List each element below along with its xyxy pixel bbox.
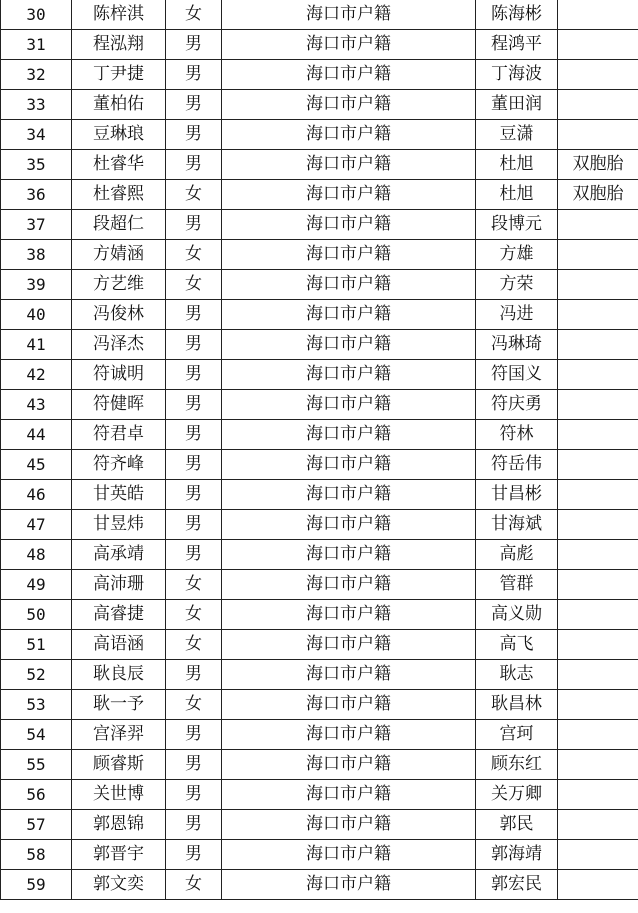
table-row bbox=[1, 660, 638, 690]
table-row bbox=[1, 750, 638, 780]
table-row bbox=[1, 540, 638, 570]
gender-cell: 男 bbox=[166, 60, 222, 90]
table-row bbox=[1, 120, 638, 150]
row-number-cell: 38 bbox=[1, 240, 72, 270]
guardian-name-cell: 杜旭 bbox=[476, 150, 558, 180]
row-number-cell: 52 bbox=[1, 660, 72, 690]
row-number-cell: 59 bbox=[1, 870, 72, 900]
remark-cell bbox=[558, 810, 638, 840]
guardian-name-cell: 耿志 bbox=[476, 660, 558, 690]
remark-cell bbox=[558, 780, 638, 810]
remark-cell bbox=[558, 540, 638, 570]
remark-cell bbox=[558, 750, 638, 780]
row-number-cell: 31 bbox=[1, 30, 72, 60]
student-name-cell: 甘昱炜 bbox=[72, 510, 166, 540]
student-name-cell: 耿良辰 bbox=[72, 660, 166, 690]
table-row bbox=[1, 210, 638, 240]
student-name-cell: 甘英皓 bbox=[72, 480, 166, 510]
household-registration-cell: 海口市户籍 bbox=[222, 420, 476, 450]
student-name-cell: 耿一予 bbox=[72, 690, 166, 720]
table-row bbox=[1, 240, 638, 270]
remark-cell bbox=[558, 570, 638, 600]
student-name-cell: 符健晖 bbox=[72, 390, 166, 420]
remark-cell bbox=[558, 300, 638, 330]
row-number-cell: 44 bbox=[1, 420, 72, 450]
remark-cell bbox=[558, 840, 638, 870]
household-registration-cell: 海口市户籍 bbox=[222, 510, 476, 540]
student-name-cell: 冯泽杰 bbox=[72, 330, 166, 360]
remark-cell: 双胞胎 bbox=[558, 180, 638, 210]
student-name-cell: 顾睿斯 bbox=[72, 750, 166, 780]
table-row bbox=[1, 870, 638, 900]
gender-cell: 男 bbox=[166, 510, 222, 540]
table-row bbox=[1, 270, 638, 300]
household-registration-cell: 海口市户籍 bbox=[222, 330, 476, 360]
row-number-cell: 58 bbox=[1, 840, 72, 870]
student-name-cell: 段超仁 bbox=[72, 210, 166, 240]
row-number-cell: 36 bbox=[1, 180, 72, 210]
row-number-cell: 34 bbox=[1, 120, 72, 150]
student-name-cell: 程泓翔 bbox=[72, 30, 166, 60]
row-number-cell: 39 bbox=[1, 270, 72, 300]
gender-cell: 男 bbox=[166, 780, 222, 810]
guardian-name-cell: 豆潇 bbox=[476, 120, 558, 150]
remark-cell bbox=[558, 450, 638, 480]
gender-cell: 女 bbox=[166, 180, 222, 210]
table-row bbox=[1, 300, 638, 330]
guardian-name-cell: 顾东红 bbox=[476, 750, 558, 780]
household-registration-cell: 海口市户籍 bbox=[222, 30, 476, 60]
table-row bbox=[1, 840, 638, 870]
gender-cell: 男 bbox=[166, 210, 222, 240]
guardian-name-cell: 方雄 bbox=[476, 240, 558, 270]
table-row bbox=[1, 150, 638, 180]
row-number-cell: 42 bbox=[1, 360, 72, 390]
table-row bbox=[1, 810, 638, 840]
household-registration-cell: 海口市户籍 bbox=[222, 450, 476, 480]
guardian-name-cell: 甘昌彬 bbox=[476, 480, 558, 510]
gender-cell: 男 bbox=[166, 660, 222, 690]
student-name-cell: 郭晋宇 bbox=[72, 840, 166, 870]
remark-cell bbox=[558, 480, 638, 510]
gender-cell: 男 bbox=[166, 720, 222, 750]
gender-cell: 男 bbox=[166, 30, 222, 60]
guardian-name-cell: 丁海波 bbox=[476, 60, 558, 90]
household-registration-cell: 海口市户籍 bbox=[222, 570, 476, 600]
table-row bbox=[1, 450, 638, 480]
row-number-cell: 51 bbox=[1, 630, 72, 660]
household-registration-cell: 海口市户籍 bbox=[222, 720, 476, 750]
table-row bbox=[1, 600, 638, 630]
row-number-cell: 30 bbox=[1, 0, 72, 30]
remark-cell bbox=[558, 120, 638, 150]
row-number-cell: 48 bbox=[1, 540, 72, 570]
gender-cell: 男 bbox=[166, 360, 222, 390]
guardian-name-cell: 高彪 bbox=[476, 540, 558, 570]
remark-cell bbox=[558, 720, 638, 750]
student-name-cell: 郭文奕 bbox=[72, 870, 166, 900]
student-name-cell: 董柏佑 bbox=[72, 90, 166, 120]
table-row bbox=[1, 180, 638, 210]
guardian-name-cell: 陈海彬 bbox=[476, 0, 558, 30]
guardian-name-cell: 程鸿平 bbox=[476, 30, 558, 60]
gender-cell: 女 bbox=[166, 870, 222, 900]
guardian-name-cell: 段博元 bbox=[476, 210, 558, 240]
student-name-cell: 杜睿熙 bbox=[72, 180, 166, 210]
student-name-cell: 高睿捷 bbox=[72, 600, 166, 630]
table-row bbox=[1, 30, 638, 60]
row-number-cell: 53 bbox=[1, 690, 72, 720]
household-registration-cell: 海口市户籍 bbox=[222, 600, 476, 630]
table-row bbox=[1, 570, 638, 600]
gender-cell: 男 bbox=[166, 480, 222, 510]
guardian-name-cell: 郭海靖 bbox=[476, 840, 558, 870]
remark-cell bbox=[558, 420, 638, 450]
gender-cell: 男 bbox=[166, 330, 222, 360]
household-registration-cell: 海口市户籍 bbox=[222, 270, 476, 300]
remark-cell bbox=[558, 60, 638, 90]
row-number-cell: 45 bbox=[1, 450, 72, 480]
table-row bbox=[1, 510, 638, 540]
guardian-name-cell: 杜旭 bbox=[476, 180, 558, 210]
student-name-cell: 冯俊林 bbox=[72, 300, 166, 330]
gender-cell: 男 bbox=[166, 150, 222, 180]
student-name-cell: 陈梓淇 bbox=[72, 0, 166, 30]
student-name-cell: 高沛珊 bbox=[72, 570, 166, 600]
student-name-cell: 宫泽羿 bbox=[72, 720, 166, 750]
household-registration-cell: 海口市户籍 bbox=[222, 690, 476, 720]
gender-cell: 男 bbox=[166, 120, 222, 150]
table-row bbox=[1, 780, 638, 810]
student-name-cell: 郭恩锦 bbox=[72, 810, 166, 840]
student-name-cell: 杜睿华 bbox=[72, 150, 166, 180]
remark-cell bbox=[558, 0, 638, 30]
student-name-cell: 高语涵 bbox=[72, 630, 166, 660]
guardian-name-cell: 符林 bbox=[476, 420, 558, 450]
gender-cell: 男 bbox=[166, 90, 222, 120]
household-registration-cell: 海口市户籍 bbox=[222, 240, 476, 270]
household-registration-cell: 海口市户籍 bbox=[222, 120, 476, 150]
guardian-name-cell: 关万卿 bbox=[476, 780, 558, 810]
gender-cell: 女 bbox=[166, 600, 222, 630]
row-number-cell: 43 bbox=[1, 390, 72, 420]
student-name-cell: 豆琳琅 bbox=[72, 120, 166, 150]
row-number-cell: 56 bbox=[1, 780, 72, 810]
table-row bbox=[1, 480, 638, 510]
remark-cell bbox=[558, 870, 638, 900]
household-registration-cell: 海口市户籍 bbox=[222, 540, 476, 570]
household-registration-cell: 海口市户籍 bbox=[222, 390, 476, 420]
student-name-cell: 丁尹捷 bbox=[72, 60, 166, 90]
table-row bbox=[1, 360, 638, 390]
row-number-cell: 54 bbox=[1, 720, 72, 750]
remark-cell bbox=[558, 30, 638, 60]
gender-cell: 男 bbox=[166, 420, 222, 450]
table-row bbox=[1, 60, 638, 90]
household-registration-cell: 海口市户籍 bbox=[222, 630, 476, 660]
table-row bbox=[1, 420, 638, 450]
remark-cell bbox=[558, 510, 638, 540]
guardian-name-cell: 郭宏民 bbox=[476, 870, 558, 900]
household-registration-cell: 海口市户籍 bbox=[222, 60, 476, 90]
row-number-cell: 35 bbox=[1, 150, 72, 180]
guardian-name-cell: 方荣 bbox=[476, 270, 558, 300]
guardian-name-cell: 符庆勇 bbox=[476, 390, 558, 420]
row-number-cell: 33 bbox=[1, 90, 72, 120]
table-row bbox=[1, 690, 638, 720]
household-registration-cell: 海口市户籍 bbox=[222, 360, 476, 390]
row-number-cell: 49 bbox=[1, 570, 72, 600]
row-number-cell: 57 bbox=[1, 810, 72, 840]
guardian-name-cell: 符国义 bbox=[476, 360, 558, 390]
remark-cell bbox=[558, 690, 638, 720]
row-number-cell: 41 bbox=[1, 330, 72, 360]
gender-cell: 女 bbox=[166, 570, 222, 600]
remark-cell bbox=[558, 240, 638, 270]
household-registration-cell: 海口市户籍 bbox=[222, 300, 476, 330]
row-number-cell: 50 bbox=[1, 600, 72, 630]
remark-cell bbox=[558, 210, 638, 240]
gender-cell: 女 bbox=[166, 240, 222, 270]
student-name-cell: 方艺维 bbox=[72, 270, 166, 300]
gender-cell: 男 bbox=[166, 840, 222, 870]
student-name-cell: 高承靖 bbox=[72, 540, 166, 570]
row-number-cell: 55 bbox=[1, 750, 72, 780]
gender-cell: 女 bbox=[166, 630, 222, 660]
student-name-cell: 符诚明 bbox=[72, 360, 166, 390]
household-registration-cell: 海口市户籍 bbox=[222, 660, 476, 690]
guardian-name-cell: 甘海斌 bbox=[476, 510, 558, 540]
table-row bbox=[1, 720, 638, 750]
remark-cell bbox=[558, 270, 638, 300]
household-registration-cell: 海口市户籍 bbox=[222, 150, 476, 180]
guardian-name-cell: 耿昌林 bbox=[476, 690, 558, 720]
gender-cell: 男 bbox=[166, 750, 222, 780]
row-number-cell: 46 bbox=[1, 480, 72, 510]
remark-cell: 双胞胎 bbox=[558, 150, 638, 180]
household-registration-cell: 海口市户籍 bbox=[222, 180, 476, 210]
roster-body bbox=[1, 0, 638, 900]
gender-cell: 男 bbox=[166, 450, 222, 480]
remark-cell bbox=[558, 330, 638, 360]
household-registration-cell: 海口市户籍 bbox=[222, 750, 476, 780]
household-registration-cell: 海口市户籍 bbox=[222, 90, 476, 120]
guardian-name-cell: 冯进 bbox=[476, 300, 558, 330]
remark-cell bbox=[558, 660, 638, 690]
guardian-name-cell: 冯琳琦 bbox=[476, 330, 558, 360]
table-row bbox=[1, 390, 638, 420]
remark-cell bbox=[558, 600, 638, 630]
gender-cell: 女 bbox=[166, 0, 222, 30]
remark-cell bbox=[558, 390, 638, 420]
guardian-name-cell: 高义勋 bbox=[476, 600, 558, 630]
table-row bbox=[1, 330, 638, 360]
gender-cell: 男 bbox=[166, 390, 222, 420]
household-registration-cell: 海口市户籍 bbox=[222, 210, 476, 240]
gender-cell: 男 bbox=[166, 810, 222, 840]
table-row bbox=[1, 630, 638, 660]
household-registration-cell: 海口市户籍 bbox=[222, 780, 476, 810]
household-registration-cell: 海口市户籍 bbox=[222, 480, 476, 510]
guardian-name-cell: 宫珂 bbox=[476, 720, 558, 750]
student-name-cell: 方婧涵 bbox=[72, 240, 166, 270]
row-number-cell: 37 bbox=[1, 210, 72, 240]
guardian-name-cell: 董田润 bbox=[476, 90, 558, 120]
gender-cell: 女 bbox=[166, 270, 222, 300]
guardian-name-cell: 符岳伟 bbox=[476, 450, 558, 480]
guardian-name-cell: 郭民 bbox=[476, 810, 558, 840]
household-registration-cell: 海口市户籍 bbox=[222, 0, 476, 30]
guardian-name-cell: 管群 bbox=[476, 570, 558, 600]
gender-cell: 男 bbox=[166, 300, 222, 330]
row-number-cell: 32 bbox=[1, 60, 72, 90]
row-number-cell: 47 bbox=[1, 510, 72, 540]
row-number-cell: 40 bbox=[1, 300, 72, 330]
student-name-cell: 符君卓 bbox=[72, 420, 166, 450]
household-registration-cell: 海口市户籍 bbox=[222, 870, 476, 900]
table-row bbox=[1, 0, 638, 30]
remark-cell bbox=[558, 360, 638, 390]
table-row bbox=[1, 90, 638, 120]
student-name-cell: 关世博 bbox=[72, 780, 166, 810]
student-name-cell: 符齐峰 bbox=[72, 450, 166, 480]
household-registration-cell: 海口市户籍 bbox=[222, 840, 476, 870]
remark-cell bbox=[558, 90, 638, 120]
household-registration-cell: 海口市户籍 bbox=[222, 810, 476, 840]
remark-cell bbox=[558, 630, 638, 660]
guardian-name-cell: 高飞 bbox=[476, 630, 558, 660]
gender-cell: 女 bbox=[166, 690, 222, 720]
gender-cell: 男 bbox=[166, 540, 222, 570]
